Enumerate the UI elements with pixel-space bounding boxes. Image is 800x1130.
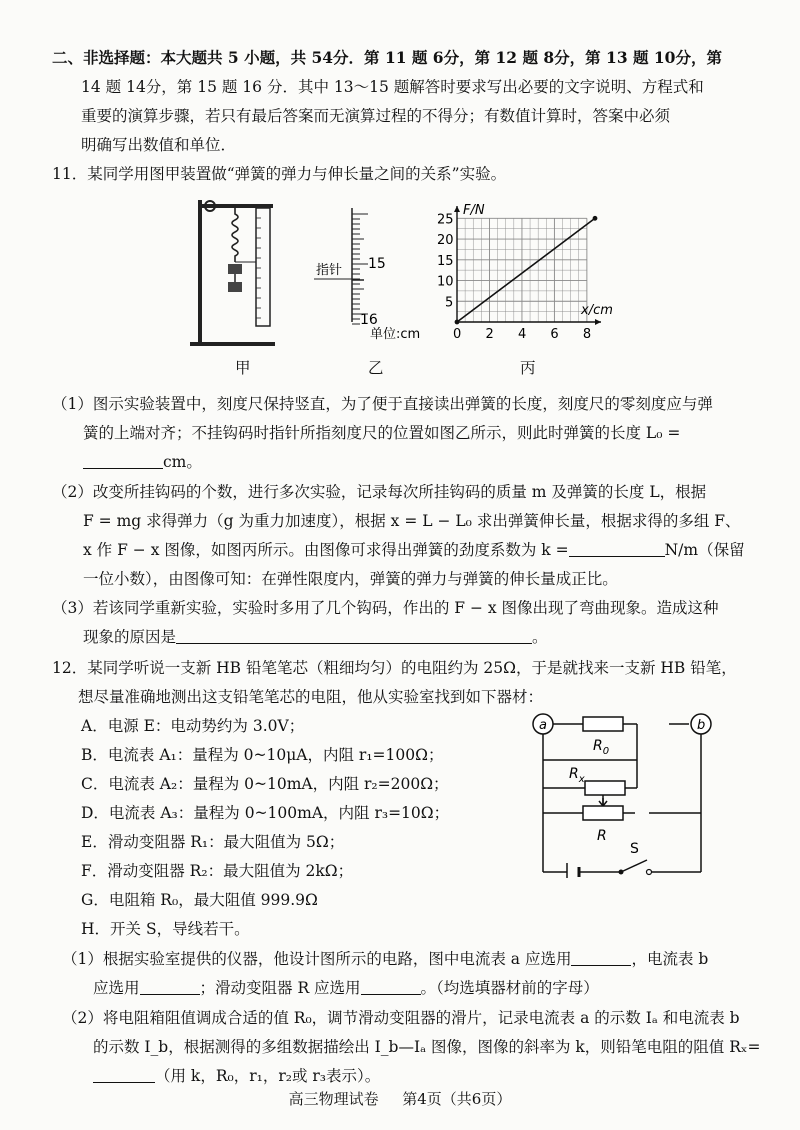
pointer-label: 指针 (316, 263, 343, 278)
circuit-wires (543, 724, 701, 872)
q11-part2-line1: （2）改变所挂钩码的个数，进行多次实验，记录每次所挂钩码的质量 m 及弹簧的长度 L，根据 (52, 483, 707, 501)
hook-weight-2 (228, 282, 242, 292)
figure-yi-label: 乙 (368, 359, 384, 377)
ammeter-b-label: b (697, 718, 706, 733)
resistor-r0 (583, 717, 623, 731)
ruler-tick-15: 15 (368, 256, 386, 272)
figure-bing-label: 丙 (520, 359, 536, 377)
switch-s-icon (621, 860, 647, 872)
equipment-item-h: H．开关 S，导线若干。 (81, 920, 250, 938)
q12-stem-line1: 12．某同学听说一支新 HB 铅笔笔芯（粗细均匀）的电阻约为 25Ω，于是就找来一支新 HB 铅笔， (52, 659, 737, 677)
q12-stem-line2: 想尽量准确地测出这支铅笔笔芯的电阻，他从实验室找到如下器材： (78, 688, 544, 706)
chart-y-tick-label: 25 (437, 212, 454, 228)
q12-part1-line1: （1）根据实验室提供的仪器，他设计图所示的电路，图中电流表 a 应选用 ，电流表 b (62, 950, 709, 968)
apparatus-base (190, 342, 275, 346)
chart-y-tick-label: 20 (437, 233, 454, 249)
answer-blank-rheostat[interactable] (361, 978, 421, 995)
rheostat-r-label: R (597, 828, 607, 844)
figure-bing-chart (425, 192, 645, 352)
section-header-line-1: 二、非选择题：本大题共 5 小题，共 54分．第 11 题 6分，第 12 题 8分，第 13 题 10分，第 (52, 48, 722, 67)
answer-blank-rx[interactable] (93, 1066, 155, 1083)
hook-weight-1 (228, 264, 242, 274)
q11-part3-line2: 现象的原因是 。 (83, 628, 548, 646)
ruler-unit: 单位:cm (370, 327, 421, 342)
ammeter-a-label: a (539, 718, 547, 733)
chart-y-tick-label: 10 (437, 274, 454, 290)
q11-part1-line3: cm。 (83, 452, 202, 472)
section-header-line-3: 重要的演算步骤，若只有最后答案而无演算过程的不得分；有数值计算时，答案中必须 (81, 107, 671, 125)
chart-y-axis-label: F/N (463, 203, 485, 218)
q11-part1-line2: 簧的上端对齐；不挂钩码时指针所指刻度尺的位置如图乙所示，则此时弹簧的长度 L₀ = (83, 424, 681, 442)
chart-x-tick-label: 6 (550, 327, 559, 342)
q12-part2-line3: （用 k，R₀，r₁，r₂或 r₃表示）。 (93, 1066, 380, 1086)
chart-x-tick-label: 8 (582, 327, 592, 342)
section-header-line-2: 14 题 14分，第 15 题 16 分．其中 13～15 题解答时要求写出必要的文字说明、方程式和 (81, 78, 704, 96)
equipment-item-g: G．电阻箱 R₀，最大阻值 999.9Ω (81, 891, 318, 909)
q12-part2-line2: 的示数 I_b，根据测得的多组数据描绘出 I_b—Iₐ 图像，图像的斜率为 k，则铅笔电阻的阻值 Rₓ= (93, 1038, 761, 1056)
q11-part2-line3: x 作 F − x 图像，如图丙所示。由图像可求得出弹簧的劲度系数为 k = N/m（保留 (83, 541, 745, 559)
answer-blank-k[interactable] (569, 540, 665, 557)
chart-y-tick-label: 15 (437, 253, 454, 269)
resistor-rx-label: $R_x$ (569, 766, 585, 785)
chart-x-tick-label: 4 (517, 327, 527, 342)
answer-blank-meter-a[interactable] (571, 949, 631, 966)
resistor-rx (585, 781, 625, 795)
equipment-item-d: D．电流表 A₃：量程为 0~100mA，内阻 r₃=10Ω； (81, 804, 450, 822)
chart-y-axis-arrow-icon (454, 206, 460, 212)
figure-jia-apparatus (180, 192, 290, 352)
chart-x-axis-label: x/cm (581, 303, 613, 318)
apparatus-stand (198, 200, 202, 342)
q11-part2-line2: F = mg 求得弹力（g 为重力加速度），根据 x = L − L₀ 求出弹簧伸长量，根据求得的多组 F、 (83, 512, 741, 530)
chart-data-point (455, 320, 460, 325)
equipment-item-a: A．电源 E：电动势约为 3.0V； (81, 717, 305, 735)
equipment-item-f: F．滑动变阻器 R₂：最大阻值为 2kΩ； (81, 862, 354, 880)
answer-blank-meter-b[interactable] (140, 978, 200, 995)
equipment-item-e: E．滑动变阻器 R₁：最大阻值为 5Ω； (81, 833, 345, 851)
chart-x-tick-label: 2 (485, 327, 494, 342)
chart-x-axis-arrow-icon (595, 319, 601, 325)
q11-part2-line4: 一位小数），由图像可知：在弹性限度内，弹簧的弹力与弹簧的伸长量成正比。 (83, 570, 618, 588)
ruler-closeup-ticks (352, 214, 368, 324)
figure-yi-ruler (312, 200, 442, 350)
q12-part2-line1: （2）将电阻箱阻值调成合适的值 R₀，调节滑动变阻器的滑片，记录电流表 a 的示数 Iₐ 和电流表 b (62, 1009, 740, 1027)
chart-x-tick-label: 0 (453, 327, 462, 342)
footer-page-number: 第4页（共6页） (402, 1090, 512, 1108)
spring-icon (232, 208, 238, 262)
ruler-tick-16: 16 (360, 312, 378, 328)
answer-blank-l0[interactable] (83, 452, 163, 469)
figure-jia-label: 甲 (235, 359, 251, 377)
q11-part3-line1: （3）若该同学重新实验，实验时多用了几个钩码，作出的 F − x 图像出现了弯曲现象。造成这种 (52, 599, 719, 617)
equipment-item-b: B．电流表 A₁：量程为 0~10μA，内阻 r₁=100Ω； (81, 746, 444, 764)
chart-y-tick-label: 5 (445, 295, 454, 311)
q11-stem: 11．某同学用图甲装置做“弹簧的弹力与伸长量之间的关系”实验。 (52, 165, 507, 183)
resistor-r0-label: $R_0$ (593, 738, 610, 757)
rheostat-r (583, 806, 623, 820)
page-footer (0, 1088, 800, 1109)
switch-s-label: S (630, 841, 639, 857)
circuit-diagram (525, 708, 725, 878)
section-header-line-4: 明确写出数值和单位． (81, 136, 237, 154)
q12-part1-line2: 应选用 ；滑动变阻器 R 应选用 。（均选填器材前的字母） (93, 979, 599, 997)
footer-subject: 高三物理试卷 (288, 1090, 379, 1108)
answer-blank-reason[interactable] (176, 627, 532, 644)
equipment-item-c: C．电流表 A₂：量程为 0~10mA，内阻 r₂=200Ω； (81, 775, 449, 793)
q11-part1-line1: （1）图示实验装置中，刻度尺保持竖直，为了便于直接读出弹簧的长度，刻度尺的零刻度应与弹 (52, 395, 713, 413)
chart-data-point (593, 216, 598, 221)
